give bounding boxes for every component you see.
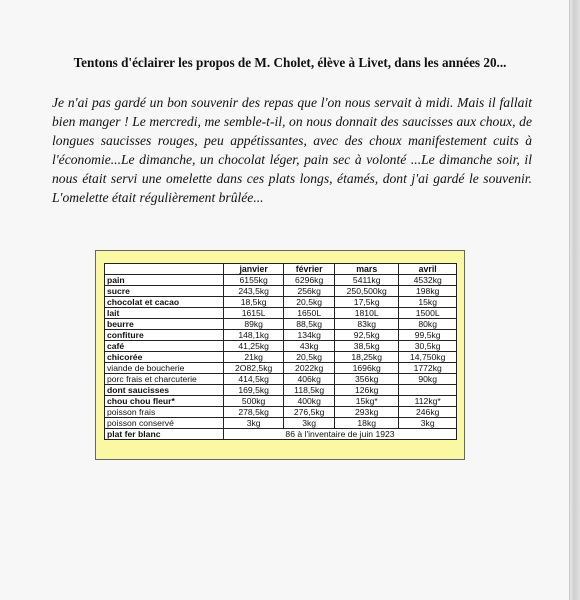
row-label: lait	[105, 308, 224, 319]
table-cell: 243,5kg	[224, 286, 284, 297]
table-row	[105, 363, 457, 374]
table-cell: 1615L	[224, 308, 284, 319]
table-cell: 278,5kg	[224, 407, 284, 418]
column-header-empty	[105, 264, 224, 275]
table-row	[105, 396, 457, 407]
row-label: chou chou fleur*	[105, 396, 224, 407]
row-label: beurre	[105, 319, 224, 330]
column-header-mars: mars	[335, 264, 399, 275]
table-cell: 20,5kg	[284, 352, 335, 363]
row-label: chocolat et cacao	[105, 297, 224, 308]
row-label: plat fer blanc	[105, 429, 224, 440]
inventory-note: 86 à l'inventaire de juin 1923	[224, 429, 457, 440]
row-label: chicorée	[105, 352, 224, 363]
table-cell: 17,5kg	[335, 297, 399, 308]
table-cell: 400kg	[284, 396, 335, 407]
table-row	[105, 352, 457, 363]
table-cell: 293kg	[335, 407, 399, 418]
table-cell: 1696kg	[335, 363, 399, 374]
heading: Tentons d'éclairer les propos de M. Cholet, élève à Livet, dans les années 20...	[73, 55, 507, 70]
table-cell: 2O82,5kg	[224, 363, 284, 374]
table-cell: 14,750kg	[399, 352, 457, 363]
table-cell: 83kg	[335, 319, 399, 330]
table-cell: 18,5kg	[224, 297, 284, 308]
column-header-avril: avril	[399, 264, 457, 275]
table-cell: 414,5kg	[224, 374, 284, 385]
provisions-table	[104, 263, 457, 440]
table-cell: 406kg	[284, 374, 335, 385]
table-cell: 356kg	[335, 374, 399, 385]
table-cell: 99,5kg	[399, 330, 457, 341]
row-label: poisson frais	[105, 407, 224, 418]
table-cell: 500kg	[224, 396, 284, 407]
table-row	[105, 275, 457, 286]
table-cell: 4532kg	[399, 275, 457, 286]
table-cell: 250,500kg	[335, 286, 399, 297]
table-row	[105, 308, 457, 319]
table-cell: 20,5kg	[284, 297, 335, 308]
table-row	[105, 385, 457, 396]
table-cell: 41,25kg	[224, 341, 284, 352]
row-label: poisson conservé	[105, 418, 224, 429]
table-cell: 90kg	[399, 374, 457, 385]
table-cell: 126kg	[335, 385, 399, 396]
table-row	[105, 374, 457, 385]
table-row-plat-fer-blanc	[105, 429, 457, 440]
table-row	[105, 341, 457, 352]
table-cell: 1650L	[284, 308, 335, 319]
row-label: porc frais et charcuterie	[105, 374, 224, 385]
table-cell: 15kg*	[335, 396, 399, 407]
table-cell: 18kg	[335, 418, 399, 429]
table-cell	[399, 385, 457, 396]
table-row	[105, 330, 457, 341]
table-cell: 148,1kg	[224, 330, 284, 341]
column-header-fevrier: février	[284, 264, 335, 275]
table-body	[105, 275, 457, 440]
table-cell: 5411kg	[335, 275, 399, 286]
table-cell: 88,5kg	[284, 319, 335, 330]
table-cell: 198kg	[399, 286, 457, 297]
table-cell: 1500L	[399, 308, 457, 319]
table-cell: 21kg	[224, 352, 284, 363]
table-cell: 6155kg	[224, 275, 284, 286]
column-header-janvier: janvier	[224, 264, 284, 275]
table-row	[105, 418, 457, 429]
table-cell: 38,5kg	[335, 341, 399, 352]
table-cell: 15kg	[399, 297, 457, 308]
table-cell: 134kg	[284, 330, 335, 341]
table-row	[105, 297, 457, 308]
table-cell: 3kg	[224, 418, 284, 429]
table-row	[105, 286, 457, 297]
table-cell: 256kg	[284, 286, 335, 297]
table-cell: 30,5kg	[399, 341, 457, 352]
table-cell: 6296kg	[284, 275, 335, 286]
table-cell: 3kg	[399, 418, 457, 429]
page-edge	[569, 0, 580, 600]
table-row	[105, 319, 457, 330]
row-label: sucre	[105, 286, 224, 297]
table-header-row	[105, 264, 457, 275]
table-cell: 89kg	[224, 319, 284, 330]
table-cell: 18,25kg	[335, 352, 399, 363]
row-label: café	[105, 341, 224, 352]
quote-paragraph: Je n'ai pas gardé un bon souvenir des repas que l'on nous servait à midi. Mais il fallait bien manger ! Le mercredi, me semble-t-il, on nous donnait des saucisses aux choux, de longues saucisses rouges, peu appétissantes, avec des choux manifestement cuits à l'économie...Le dimanche, un chocolat léger, pain sec à volonté ...Le dimanche soir, il nous était servi une omelette dans ces plats longs, étamés, dont j'ai gardé le souvenir. L'omelette était régulièrement brûlée...	[52, 95, 532, 205]
table-cell: 3kg	[284, 418, 335, 429]
table-cell: 169,5kg	[224, 385, 284, 396]
table-cell: 92,5kg	[335, 330, 399, 341]
table-cell: 2022kg	[284, 363, 335, 374]
row-label: confiture	[105, 330, 224, 341]
table-cell: 276,5kg	[284, 407, 335, 418]
table-cell: 112kg*	[399, 396, 457, 407]
table-cell: 1810L	[335, 308, 399, 319]
row-label: pain	[105, 275, 224, 286]
row-label: viande de boucherie	[105, 363, 224, 374]
table-cell: 43kg	[284, 341, 335, 352]
table-cell: 246kg	[399, 407, 457, 418]
table-cell: 1772kg	[399, 363, 457, 374]
table-row	[105, 407, 457, 418]
table-cell: 80kg	[399, 319, 457, 330]
row-label: dont saucisses	[105, 385, 224, 396]
table-cell: 118,5kg	[284, 385, 335, 396]
